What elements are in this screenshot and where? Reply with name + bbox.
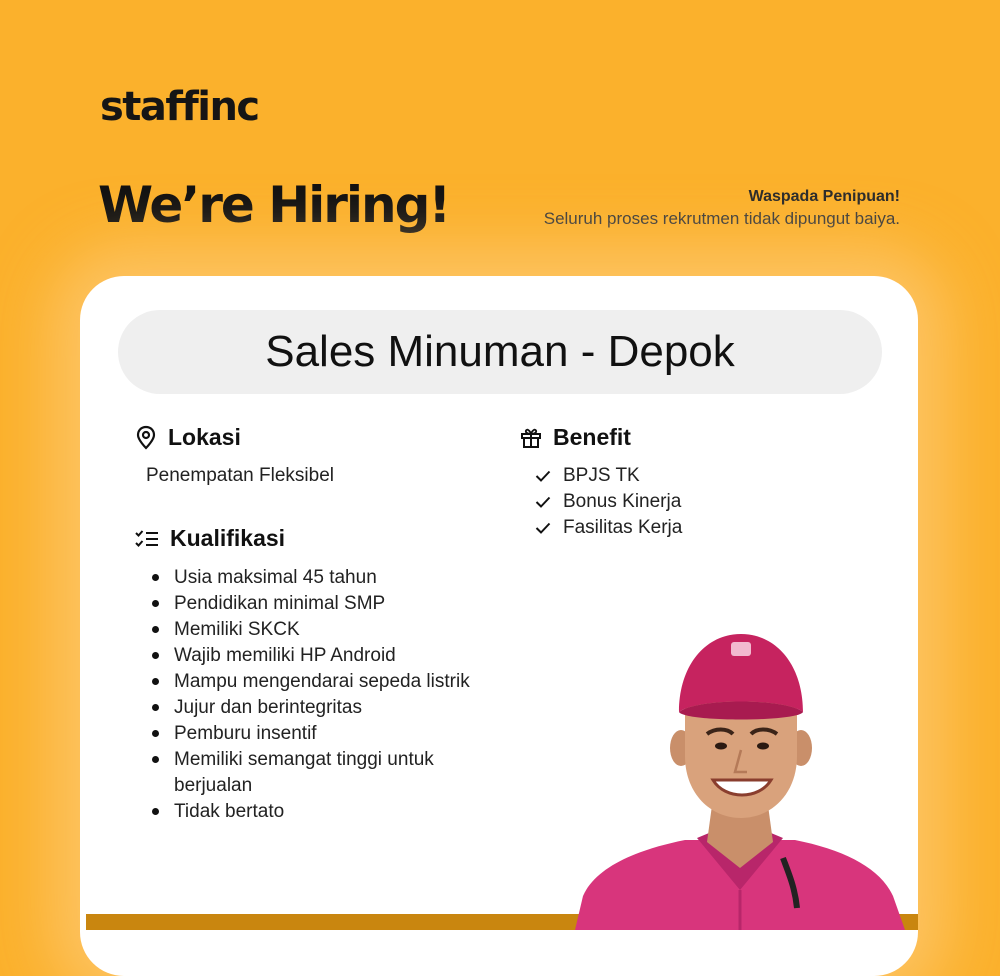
qualifications-list: [150, 565, 510, 825]
checklist-icon: [134, 528, 160, 550]
check-icon: [535, 521, 551, 535]
check-icon: [535, 469, 551, 483]
gift-icon: [519, 426, 543, 450]
staffinc-logo: staffinc: [100, 84, 259, 130]
fraud-warning: [544, 188, 900, 229]
hiring-headline: We’re Hiring!: [98, 176, 450, 234]
list-item: Usia maksimal 45 tahun: [150, 565, 510, 591]
qualifications-heading-label: Kualifikasi: [170, 525, 286, 551]
location-value: Penempatan Fleksibel: [146, 465, 334, 486]
list-item: Fasilitas Kerja: [535, 515, 682, 541]
benefits-heading-label: Benefit: [553, 424, 631, 450]
warning-text: Seluruh proses rekrutmen tidak dipungut baiya.: [543, 209, 900, 228]
list-item: Tidak bertato: [150, 799, 510, 825]
location-pin-icon: [134, 425, 158, 451]
list-item: Memiliki SKCK: [150, 617, 510, 643]
list-item: Mampu mengendarai sepeda listrik: [150, 669, 510, 695]
benefits-heading: [519, 424, 631, 451]
check-icon: [535, 495, 551, 509]
list-item: Jujur dan berintegritas: [150, 695, 510, 721]
list-item: Pemburu insentif: [150, 721, 510, 747]
list-item: BPJS TK: [535, 463, 682, 489]
list-item: Pendidikan minimal SMP: [150, 591, 510, 617]
list-item: Memiliki semangat tinggi untuk berjualan: [150, 747, 474, 799]
location-heading-label: Lokasi: [168, 424, 241, 450]
list-item: Wajib memiliki HP Android: [150, 643, 510, 669]
list-item: Bonus Kinerja: [535, 489, 682, 515]
job-title: Sales Minuman - Depok: [118, 310, 882, 394]
benefits-list: [535, 463, 682, 541]
location-heading: [134, 424, 241, 451]
qualifications-heading: [134, 525, 285, 552]
smiling-worker-photo: [575, 628, 905, 930]
warning-title: Waspada Penipuan!: [748, 188, 900, 205]
